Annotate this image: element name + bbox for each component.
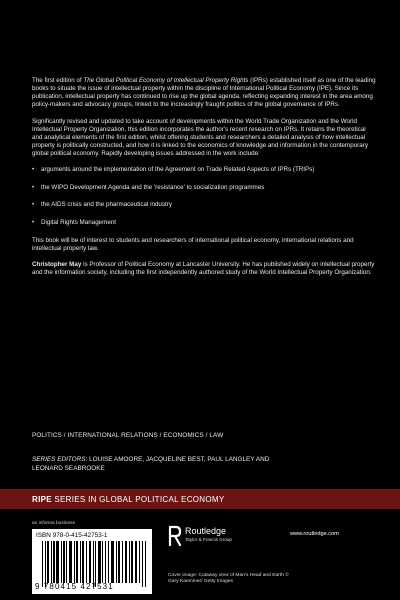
series-acronym: RIPE [32,495,52,504]
list-item: • the WIPO Development Agenda and the 'resistance' to socialization programmes [32,184,377,192]
barcode-bars [42,541,146,583]
back-cover-blurb [32,77,377,285]
barcode-bar [56,541,59,583]
barcode-bar [93,541,94,587]
barcode-bar [47,541,49,583]
barcode-bar [86,541,87,583]
series-editors-label: SERIES EDITORS: [32,456,88,463]
barcode-bar [102,541,103,583]
barcode-bar [74,541,75,583]
blurb-paragraph-3: This book will be of interest to students and researchers of international political economy, international relations and intellectual property law. [32,236,354,252]
subject-categories: POLITICS / INTERNATIONAL RELATIONS / ECONOMICS / LAW [32,432,224,439]
barcode-bar [135,541,138,583]
barcode-bar [51,541,52,583]
series-editors-names: LOUISE AMOORE, JACQUELINE BEST, PAUL LANGLEY AND LEONARD SEABROOKE [32,456,270,472]
barcode-bar [69,541,72,583]
author-bio: Christopher May is Professor of Political Economy at Lancaster University. He has published widely on intellectual property and the information society, including the first independently authored study of the World Intellectual Property Organization. [32,260,375,277]
isbn-label: ISBN 978-0-415-42753-1 [36,532,108,539]
barcode-bar [61,541,62,583]
blurb-paragraph-2: Significantly revised and updated to take account of developments within the World Trade Organization and the World Intellectual Property Organization, this edition incorporates the author's recent research on IPRs. It retains the theoretical and analytical elements of the first edition, whilst offering students and researchers a detailed analysis of how intellectual property is politically constructed, and how it is linked to the economics of knowledge and information in the contemporary global political economy. Rapidly developing issues addressed in the work include: [32,117,368,157]
barcode-bar [145,541,146,587]
barcode-bar [116,541,117,583]
series-editors [32,455,292,473]
barcode-bar [82,541,84,583]
publisher-name: Routledge [185,526,227,536]
barcode-bar [98,541,101,583]
list-item: • arguments around the implementation of the Agreement on Trade Related Aspects of IPRs (TRIPs) [32,166,377,174]
barcode-bar [80,541,81,583]
list-item: • Digital Rights Management [32,219,377,227]
publisher-website[interactable]: www.routledge.com [290,531,339,537]
book-title: The Global Political Economy of Intellectual Property Rights [83,77,249,84]
barcode-bar [76,541,78,583]
barcode-bar [45,541,46,587]
routledge-logo-icon [168,525,182,547]
barcode-bar [95,541,96,587]
barcode-bar [42,541,43,587]
barcode-bar [53,541,55,583]
blurb-paragraph-1: The first edition of The Global Political Economy of Intellectual Property Rights (IPRs) established itself as one of the leading books to situate the issue of intellectual property within the discipline of International Political Economy (IPE). Since its publication, intellectual property has continued to rise up the global agenda, reflecting expanding interest in the area among policy-makers and advocacy groups, linked to the increasingly fraught politics of the global governance of IPRs. [32,77,376,109]
cover-image-credit: Cover image: Cutaway view of Man's Head and Earth © Gary Kaemmer/ Getty Images [168,573,289,585]
list-item: • the AIDS crisis and the pharmaceutical industry [32,201,377,209]
issues-list [32,166,377,227]
author-name: Christopher May [32,260,82,268]
barcode-bar [125,541,127,583]
barcode-bar [66,541,67,583]
barcode-bar [63,541,65,583]
barcode-bar [139,541,140,583]
barcode-bar [129,541,130,583]
barcode [32,529,152,594]
barcode-bar [142,541,143,587]
barcode-bar [111,541,114,583]
barcode-digits: 9 780415 427531 [35,582,114,591]
barcode-bar [131,541,133,583]
informa-tagline: an informa business [32,521,75,526]
barcode-bar [89,541,91,583]
barcode-bar [105,541,107,583]
series-title: RIPE SERIES IN GLOBAL POLITICAL ECONOMY [32,495,225,504]
barcode-bar [108,541,109,583]
barcode-bar [118,541,120,583]
barcode-bar [122,541,123,583]
publisher-group: Taylor & Francis Group [185,537,232,542]
